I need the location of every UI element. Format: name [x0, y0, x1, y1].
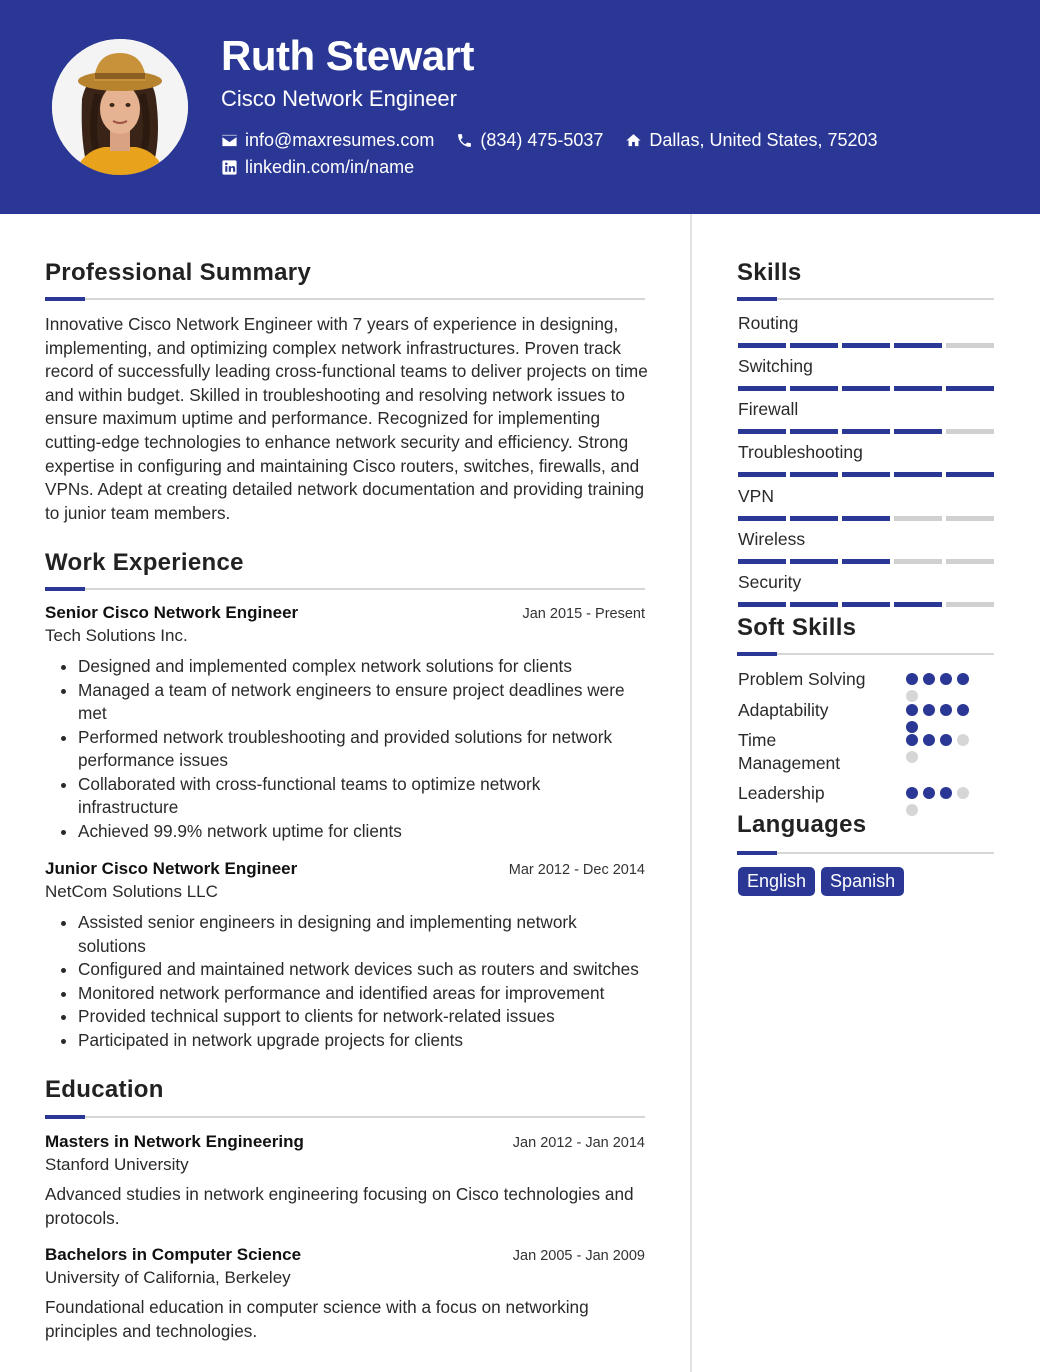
skills-heading: Skills	[737, 259, 802, 286]
job-company: Tech Solutions Inc.	[45, 626, 188, 645]
soft-skill-name: Leadership	[738, 783, 825, 803]
soft-skill-dot	[923, 734, 935, 746]
skill-name: Troubleshooting	[738, 442, 863, 462]
contact-linkedin-text: linkedin.com/in/name	[245, 157, 415, 177]
skill-item	[738, 356, 994, 391]
skill-level-segment	[842, 472, 890, 477]
job-bullet: • Collaborated with cross-functional teams to optimize network infrastructure	[78, 773, 645, 820]
skill-level-segment	[894, 559, 942, 564]
summary-rule	[45, 298, 645, 300]
skill-name: Wireless	[738, 529, 806, 549]
job-bullet: • Monitored network performance and identified areas for improvement	[78, 982, 645, 1006]
contact-row-primary	[221, 130, 900, 151]
soft-skill-dot	[940, 787, 952, 799]
education-rule-accent	[45, 1115, 85, 1119]
education-date: Jan 2005 - Jan 2009	[512, 1248, 645, 1264]
job-bullet: • Assisted senior engineers in designing and implementing network solutions	[78, 911, 645, 958]
column-divider	[690, 214, 692, 1372]
education-entry	[45, 1245, 645, 1343]
job-company: NetCom Solutions LLC	[45, 882, 218, 901]
skill-level-bars	[738, 602, 994, 607]
soft-skill-dot	[957, 704, 969, 716]
profile-photo	[52, 39, 188, 175]
soft-skill-dot	[906, 751, 918, 763]
skill-level-segment	[894, 343, 942, 348]
contact-email[interactable]	[221, 130, 434, 151]
skill-level-segment	[738, 559, 786, 564]
soft-skill-dot	[940, 704, 952, 716]
skill-level-segment	[946, 602, 994, 607]
job-bullet: • Performed network troubleshooting and provided solutions for network performance issues	[78, 726, 645, 773]
soft-skill-dot	[957, 734, 969, 746]
education-description: Advanced studies in network engineering focusing on Cisco technologies and protocols.	[45, 1184, 634, 1228]
skill-level-segment	[790, 343, 838, 348]
education-date: Jan 2012 - Jan 2014	[512, 1135, 645, 1151]
job-title: Junior Cisco Network Engineer	[45, 859, 298, 878]
skill-level-segment	[946, 516, 994, 521]
skill-level-segment	[738, 343, 786, 348]
job-bullet: • Configured and maintained network devices such as routers and switches	[78, 958, 645, 982]
skill-level-segment	[738, 386, 786, 391]
soft-skill-dot	[957, 787, 969, 799]
soft-skill-dot	[940, 673, 952, 685]
skill-name: Routing	[738, 313, 799, 333]
soft-skill-dot	[923, 673, 935, 685]
skill-name: Firewall	[738, 399, 799, 419]
soft-skill-dot	[906, 734, 918, 746]
skill-level-segment	[842, 343, 890, 348]
skill-level-segment	[894, 386, 942, 391]
job-bullet: • Designed and implemented complex network solutions for clients	[78, 655, 645, 679]
experience-rule-accent	[45, 587, 85, 591]
skill-level-segment	[946, 386, 994, 391]
education-heading: Education	[45, 1076, 164, 1103]
candidate-name: Ruth Stewart	[221, 32, 475, 79]
contact-phone-text: (834) 475-5037	[480, 130, 604, 150]
skill-level-bars	[738, 559, 994, 564]
summary-rule-accent	[45, 297, 85, 301]
skill-level-segment	[738, 472, 786, 477]
skill-level-segment	[790, 429, 838, 434]
skill-item	[738, 572, 994, 607]
skill-item	[738, 486, 994, 521]
skill-level-segment	[790, 516, 838, 521]
soft-skill-dot	[940, 734, 952, 746]
soft-skill-dot	[957, 673, 969, 685]
soft-skill-dot	[906, 690, 918, 702]
skill-level-segment	[946, 429, 994, 434]
summary-text: Innovative Cisco Network Engineer with 7 years of experience in designing, implementing, and optimizing complex network infrastructures. Proven track record of successfully leading cross-functional teams to deliver projects on time and within budget. Skilled in troubleshooting and resolving network issues to ensure maximum uptime and performance. Recognized for implementing cutting-edge technologies to enhance network security and efficiency. Strong expertise in configuring and maintaining Cisco routers, switches, firewalls, and VPNs. Adept at creating detailed network documentation and providing training to junior team members.	[45, 314, 648, 523]
languages-rule-accent	[737, 851, 777, 855]
education-school: Stanford University	[45, 1155, 189, 1174]
skill-level-segment	[790, 386, 838, 391]
job-date: Mar 2012 - Dec 2014	[508, 862, 645, 878]
skill-level-segment	[790, 472, 838, 477]
experience-rule	[45, 588, 645, 590]
soft-skill-dot	[906, 704, 918, 716]
skill-level-bars	[738, 429, 994, 434]
job-bullets	[45, 655, 645, 843]
job-title: Senior Cisco Network Engineer	[45, 603, 299, 622]
skill-level-segment	[894, 429, 942, 434]
soft-skill-dots	[906, 787, 978, 816]
skill-level-segment	[946, 343, 994, 348]
summary-heading: Professional Summary	[45, 259, 312, 286]
skill-level-bars	[738, 472, 994, 477]
skills-rule	[737, 298, 994, 300]
contact-location-text: Dallas, United States, 75203	[649, 130, 878, 150]
profile-photo-image	[52, 39, 188, 175]
skill-level-bars	[738, 343, 994, 348]
skill-level-segment	[790, 559, 838, 564]
skill-name: Security	[738, 572, 802, 592]
soft-skill-dots	[906, 704, 978, 733]
job-bullet: • Provided technical support to clients for network-related issues	[78, 1005, 645, 1029]
candidate-title: Cisco Network Engineer	[221, 86, 457, 111]
skill-level-segment	[738, 602, 786, 607]
soft-skills-heading: Soft Skills	[737, 614, 857, 641]
job-bullet: • Participated in network upgrade projects for clients	[78, 1029, 645, 1053]
skill-level-segment	[842, 429, 890, 434]
job-date: Jan 2015 - Present	[522, 606, 645, 622]
skill-item	[738, 442, 994, 477]
skill-name: Switching	[738, 356, 813, 376]
home-icon	[625, 132, 642, 149]
soft-skill-dot	[906, 673, 918, 685]
job-entry	[45, 603, 645, 843]
contact-phone[interactable]	[456, 130, 603, 151]
skill-level-segment	[842, 516, 890, 521]
envelope-icon	[221, 132, 238, 149]
skill-level-segment	[738, 516, 786, 521]
education-degree: Masters in Network Engineering	[45, 1132, 304, 1151]
languages-rule	[737, 852, 994, 854]
soft-skill-dot	[906, 721, 918, 733]
linkedin-icon	[221, 159, 238, 176]
skill-level-bars	[738, 386, 994, 391]
education-rule	[45, 1116, 645, 1118]
soft-skill-name: Problem Solving	[738, 669, 866, 689]
soft-skill-name: Adaptability	[738, 700, 829, 720]
soft-skill-dot	[923, 704, 935, 716]
soft-skill-dot	[923, 787, 935, 799]
skill-level-segment	[894, 602, 942, 607]
skill-level-segment	[790, 602, 838, 607]
skill-level-segment	[738, 429, 786, 434]
language-badge: Spanish	[821, 867, 904, 896]
resume-header	[0, 0, 1040, 214]
languages-list	[738, 867, 904, 896]
soft-skill-dot	[906, 804, 918, 816]
soft-skill-dots	[906, 673, 978, 702]
education-school: University of California, Berkeley	[45, 1268, 291, 1287]
contact-row-secondary	[221, 157, 436, 178]
job-bullets	[45, 911, 645, 1052]
experience-heading: Work Experience	[45, 549, 244, 576]
soft-skills-rule-accent	[737, 652, 777, 656]
education-entry	[45, 1132, 645, 1230]
soft-skill-dots	[906, 734, 978, 763]
language-badge: English	[738, 867, 815, 896]
education-degree: Bachelors in Computer Science	[45, 1245, 302, 1264]
skill-item	[738, 529, 994, 564]
languages-heading: Languages	[737, 811, 867, 838]
job-entry	[45, 859, 645, 1052]
skill-item	[738, 313, 994, 348]
skill-level-segment	[946, 559, 994, 564]
contact-location	[625, 130, 877, 151]
skill-level-segment	[946, 472, 994, 477]
skill-level-segment	[894, 472, 942, 477]
skill-level-segment	[842, 602, 890, 607]
skill-level-segment	[842, 559, 890, 564]
education-description: Foundational education in computer science with a focus on networking principles and technologies.	[45, 1297, 589, 1341]
skills-rule-accent	[737, 297, 777, 301]
job-bullet: • Achieved 99.9% network uptime for clients	[78, 820, 645, 844]
skill-level-segment	[894, 516, 942, 521]
skill-name: VPN	[738, 486, 774, 506]
soft-skills-rule	[737, 653, 994, 655]
soft-skill-name: Time Management	[738, 730, 841, 773]
skill-item	[738, 399, 994, 434]
contact-linkedin[interactable]	[221, 157, 414, 178]
job-bullet: • Managed a team of network engineers to ensure project deadlines were met	[78, 679, 645, 726]
phone-icon	[456, 132, 473, 149]
skill-level-bars	[738, 516, 994, 521]
skill-level-segment	[842, 386, 890, 391]
contact-email-text: info@maxresumes.com	[245, 130, 435, 150]
soft-skill-dot	[906, 787, 918, 799]
